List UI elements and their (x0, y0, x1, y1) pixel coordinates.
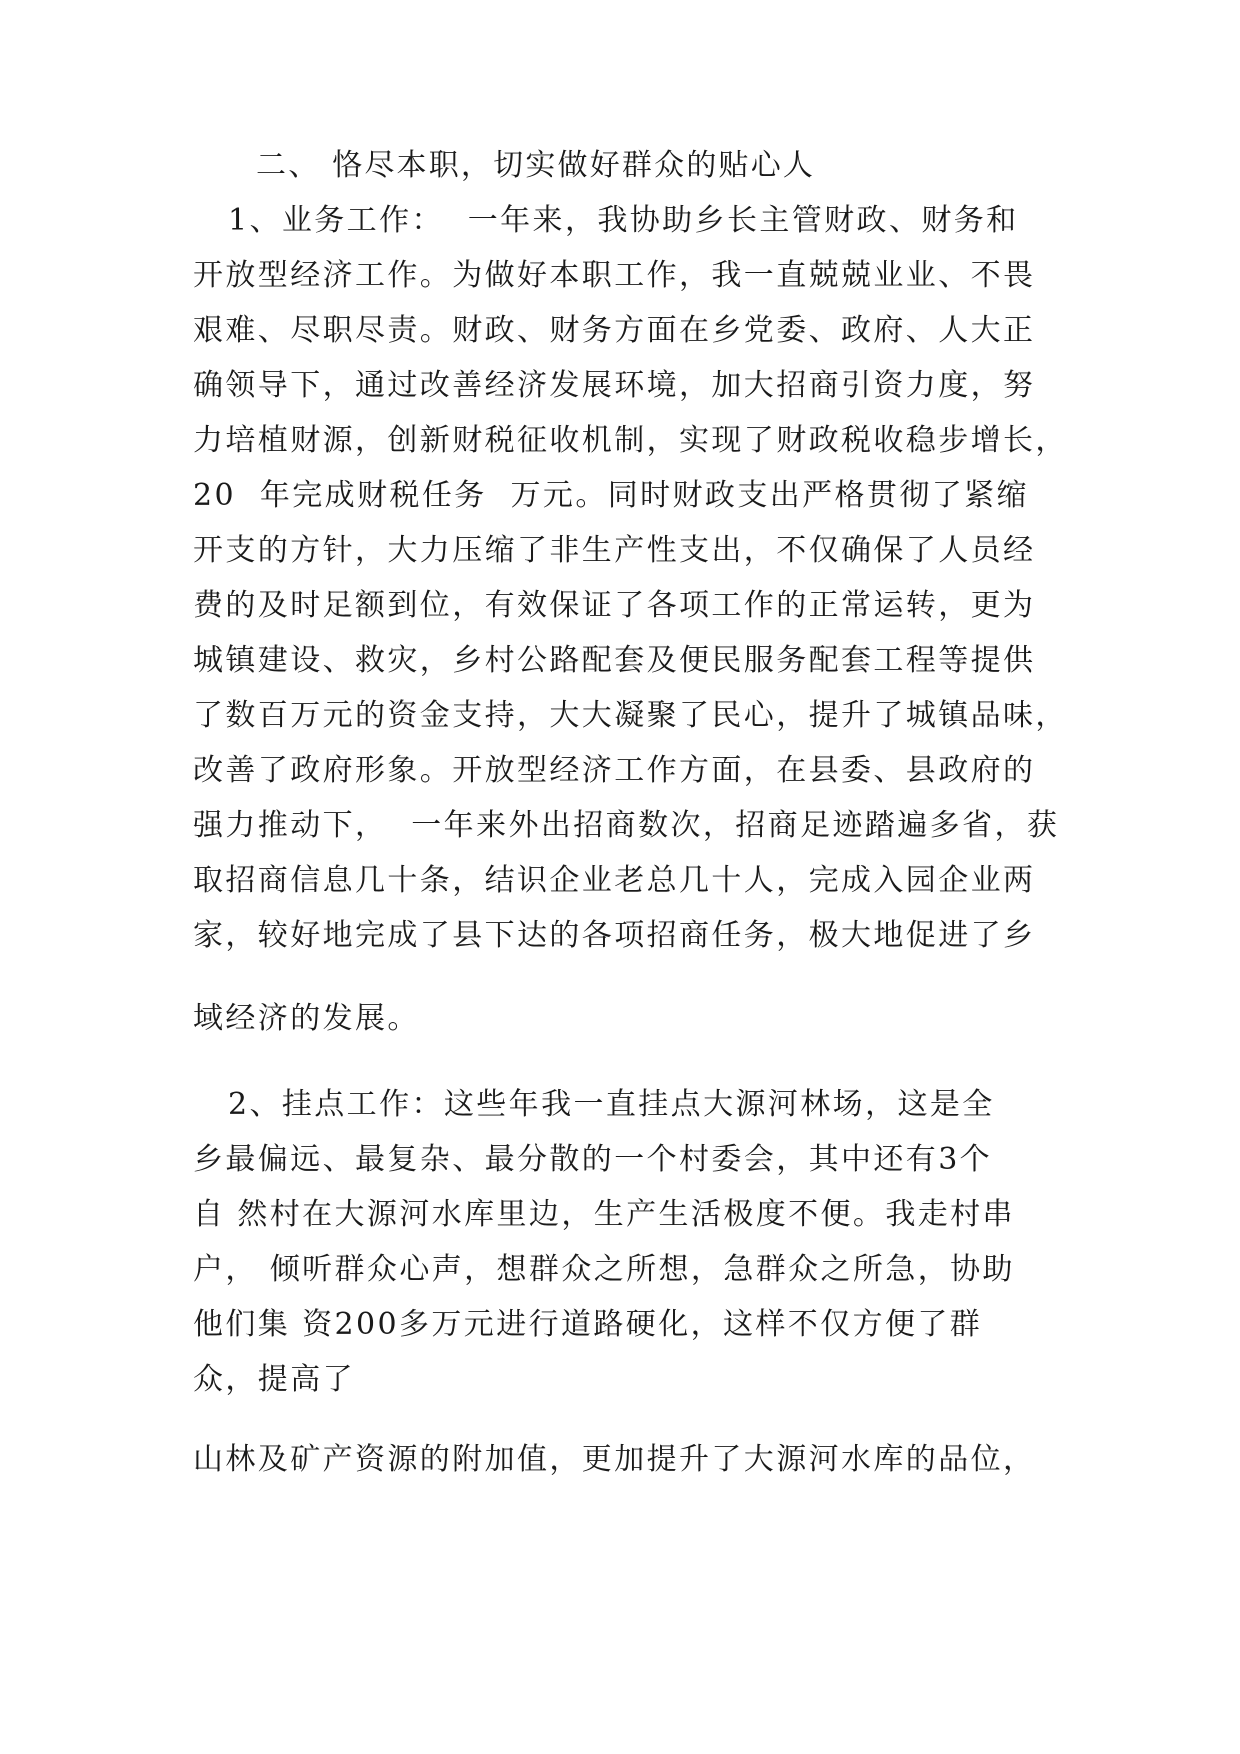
section-heading: 二、 恪尽本职，切实做好群众的贴心人 (256, 148, 816, 183)
paragraph2-line-2: 乡最偏远、最复杂、最分散的一个村委会，其中还有3个 (193, 1142, 993, 1177)
paragraph1-line-6: 20 年完成财税任务 万元。同时财政支出严格贯彻了紧缩 (193, 478, 1029, 513)
paragraph1-line-11: 改善了政府形象。开放型经济工作方面，在县委、县政府的 (193, 753, 1036, 788)
paragraph1-line-12: 强力推动下， 一年来外出招商数次，招商足迹踏遍多省，获 (193, 808, 1060, 843)
paragraph1-line-8: 费的及时足额到位，有效保证了各项工作的正常运转，更为 (193, 588, 1036, 623)
paragraph1-line-13: 取招商信息几十条，结识企业老总几十人，完成入园企业两 (193, 863, 1036, 898)
paragraph2-line-7: 山林及矿产资源的附加值，更加提升了大源河水库的品位， (193, 1442, 1036, 1477)
paragraph1-line-14: 家，较好地完成了县下达的各项招商任务，极大地促进了乡 (193, 918, 1036, 953)
paragraph1-line-15: 域经济的发展。 (193, 1001, 420, 1036)
paragraph2-line-4: 户， 倾听群众心声，想群众之所想，急群众之所急，协助 (193, 1252, 1015, 1287)
paragraph2-line-1: 2、挂点工作：这些年我一直挂点大源河林场，这是全 (228, 1087, 995, 1122)
paragraph2-line-5: 他们集 资200多万元进行道路硬化，这样不仅方便了群 (193, 1307, 983, 1342)
paragraph2-line-3: 自 然村在大源河水库里边，生产生活极度不便。我走村串 (193, 1197, 1015, 1232)
paragraph1-line-7: 开支的方针，大力压缩了非生产性支出，不仅确保了人员经 (193, 533, 1036, 568)
paragraph1-line-9: 城镇建设、救灾，乡村公路配套及便民服务配套工程等提供 (193, 643, 1036, 678)
paragraph1-line-4: 确领导下，通过改善经济发展环境，加大招商引资力度，努 (193, 368, 1036, 403)
paragraph1-line-5: 力培植财源，创新财税征收机制，实现了财政税收稳步增长， (193, 423, 1068, 458)
paragraph1-line-1: 1、业务工作： 一年来，我协助乡长主管财政、财务和 (228, 203, 1019, 238)
paragraph1-line-10: 了数百万元的资金支持，大大凝聚了民心，提升了城镇品味， (193, 698, 1068, 733)
paragraph1-line-2: 开放型经济工作。为做好本职工作，我一直兢兢业业、不畏 (193, 258, 1036, 293)
paragraph1-line-3: 艰难、尽职尽责。财政、财务方面在乡党委、政府、人大正 (193, 313, 1036, 348)
paragraph2-line-6: 众，提高了 (193, 1362, 355, 1397)
